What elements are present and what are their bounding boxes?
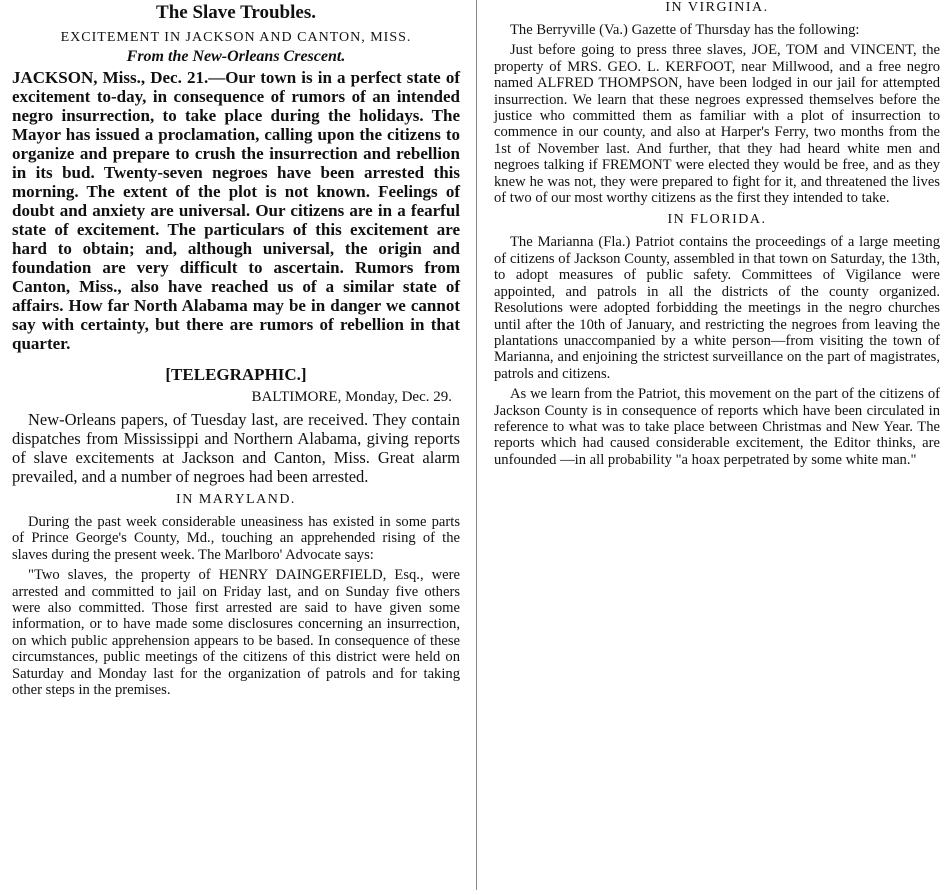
florida-heading: IN FLORIDA. bbox=[667, 212, 767, 228]
jackson-paragraph: JACKSON, Miss., Dec. 21.—Our town is in a perfect state of excitement to-day, in consequence of rumors of an intended negro insurrection, to take place during the holidays. The Mayor has issued a proclamation, calling upon the citizens to organize and prepare to crush the insurrection and rebellion in its bud. Twenty-seven negroes have been arrested this morning. The extent of the plot is not known. Feelings of doubt and anxiety are universal. Our citizens are in a fearful state of excitement. The particulars of this excitement are hard to obtain; and, although universal, the origin and foundation are very difficult to ascertain. Rumors from Canton, Miss., also have reached us of a similar state of affairs. How far North Alabama may be in danger we cannot say with certainty, but there are rumors of rebellion in that quarter. bbox=[12, 68, 460, 353]
florida-paragraph-2: As we learn from the Patriot, this movement on the part of the citizens of Jackson County is in consequence of reports which have been circulated in reference to what was to take place between Christmas and New Year. The reports which had caused considerable excitement, the Editor thinks, are unfounded —in all probability "a hoax perpetrated by some white man." bbox=[494, 386, 940, 468]
new-orleans-paragraph: New-Orleans papers, of Tuesday last, are received. They contain dispatches from Mississippi and Northern Alabama, giving reports of slave excitements at Jackson and Canton, Miss. Great alarm prevailed, and a number of negroes had been arrested. bbox=[12, 410, 460, 486]
article-subtitle: EXCITEMENT IN JACKSON AND CANTON, MISS. bbox=[60, 30, 412, 45]
florida-paragraph-1: The Marianna (Fla.) Patriot contains the proceedings of a large meeting of citizens of Jackson County, assembled in that town on Saturday, the 13th, to adopt measures of public safety. Committees of Vigilance were appointed, and patrols in all the districts of the county organized. Resolutions were adopted forbidding the meetings in the negro churches until after the 10th of January, and restricting the negroes from leaving the plantations unaccompanied by a white person—from visiting the town of Marianna, and enjoining the strictest surveillance on the part of magistrates, patrols and citizens. bbox=[494, 234, 940, 382]
virginia-paragraph: Just before going to press three slaves, JOE, TOM and VINCENT, the property of MRS. GEO. L. KERFOOT, near Millwood, and a free negro named ALFRED THOMPSON, have been lodged in our jail for attempted insurrection. We learn that these negroes expressed themselves before the justice who committed them as familiar with a plot of insurrection to commence in our county, and also at Harper's Ferry, two months from the 1st of November last. And further, that they had heard white men and negroes talking if FREMONT were elected they would be free, and as they knew he was not, they were prepared to fight for it, and threatened the lives of two of our most worthy citizens as the first they intended to take. bbox=[494, 42, 940, 207]
article-title: The Slave Troubles. bbox=[156, 2, 316, 23]
left-column bbox=[12, 0, 460, 702]
telegraphic-heading: [TELEGRAPHIC.] bbox=[165, 365, 307, 384]
virginia-heading: IN VIRGINIA. bbox=[665, 0, 769, 15]
column-divider bbox=[476, 0, 477, 890]
maryland-heading: IN MARYLAND. bbox=[176, 492, 296, 507]
source-line: From the New-Orleans Crescent. bbox=[126, 48, 346, 65]
maryland-quote: "Two slaves, the property of HENRY DAINGERFIELD, Esq., were arrested and committed to jail on Friday last, and on Sunday five others were also committed. Those first arrested are said to have given some information, or to have made some disclosures concerning an insurrection, on which public apprehension appears to be based. In consequence of these circumstances, public meetings of the citizens of this district were held on Saturday and Monday last for the organization of patrols and for taking other steps in the premises. bbox=[12, 567, 460, 699]
baltimore-dateline: BALTIMORE, Monday, Dec. 29. bbox=[251, 389, 452, 405]
right-column bbox=[494, 0, 940, 472]
virginia-intro: The Berryville (Va.) Gazette of Thursday has the following: bbox=[510, 22, 860, 38]
maryland-paragraph: During the past week considerable uneasiness has existed in some parts of Prince George's County, Md., touching an apprehended rising of the slaves during the present week. The Marlboro' Advocate says: bbox=[12, 514, 460, 563]
